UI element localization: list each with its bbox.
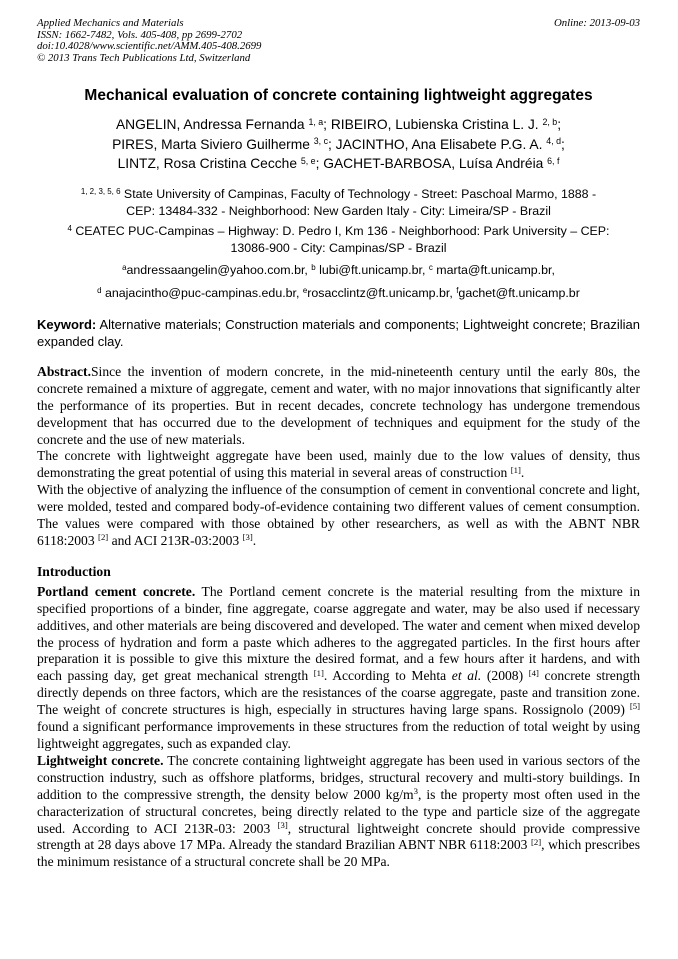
online-date: Online: 2013-09-03: [553, 17, 640, 29]
authors-block: [37, 115, 640, 174]
journal-header-left: [37, 18, 261, 64]
doi-line: doi:10.4028/www.scientific.net/AMM.405-408.2699: [37, 40, 262, 53]
portland-cement-paragraph: Portland cement concrete. The Portland cement concrete is the material resulting from the mixture in specified proportions of a binder, fine aggregate, coarse aggregate and water, may be also used if necessary additives, and other materials are being discovered and developed. The water and cement when mixed develop the process of hydration and form a paste which adheres to the aggregated particles. In the first hours after preparation it is possible to give this mixture the desired format, and a few hours after it hardens, and with each passing day, get great mechanical strength [1]. According to Mehta et al. (2008) [4] concrete strength directly depends on three factors, which are the resistances of the coarse aggregate, paste and transition zone. The weight of concrete structures is high, especially in structures having large spans. Rossignolo (2009) [5] found a significant performance improvements in these structures from the reduction of total weight by using lightweight aggregates, such as expanded clay.: [37, 583, 641, 751]
emails-line-2: $^d$ anajacintho@puc-campinas.edu.br, $^e$rosacclintz@ft.unicamp.br, $^f$gachet@ft.unicamp.br: [97, 285, 580, 300]
emails-line-1: $^a$andressaangelin@yahoo.com.br, $^b$ lubi@ft.unicamp.br, $^c$ marta@ft.unicamp.br,: [122, 262, 555, 277]
affiliation-1: $^{1, 2, 3, 5, 6}$ State University of Campinas, Faculty of Technology - Street: Paschoal Marmo, 1888 - CEP: 13484-332 - Neighborhood: New Garden Italy - City: Limeira/SP - Brazil: [80, 186, 597, 218]
lightweight-concrete-paragraph: Lightweight concrete. The concrete containing lightweight aggregate has been used in various sectors of the construction industry, such as offshore platforms, bridges, structural recovery and multi-story buildings. In addition to the compressive strength, the density below 2000 $kg/m^3$, is the property most often used in the characterization of structural concretes, being directly related to the type and particle size of the aggregate used. According to ACI 213R-03: 2003 [3], structural lightweight concrete should provide compressive strength at 28 days above 17 MPa. Already the standard Brazilian ABNT NBR 6118:2003 [2], which prescribes the minimum resistance of a structural concrete shall be 20 MPa.: [37, 752, 640, 870]
abstract-section: [37, 364, 640, 550]
abstract-paragraph-3: With the objective of analyzing the influence of the consumption of cement in conventional concrete and light, were molded, tested and compared body-of-evidence containing two different values of cement consumption. The values were compared with those obtained by other researchers, as well as with the ABNT NBR 6118:2003 [2] and ACI 213R-03:2003 [3].: [37, 482, 640, 548]
journal-header: [37, 18, 640, 64]
introduction-heading: Introduction: [37, 563, 111, 579]
authors-line-3: LINTZ, Rosa Cristina Cecche $^{5, e}$; GACHET-BARBOSA, Luísa Andréia $^{6, f}$: [117, 155, 560, 172]
authors-line-2: PIRES, Marta Siviero Guilherme $^{3, c}$; JACINTHO, Ana Elisabete P.G. A. $^{4, d}$;: [112, 136, 565, 152]
authors-line-1: ANGELIN, Andressa Fernanda $^{1, a}$; RIBEIRO, Lubienska Cristina L. J. $^{2, b}$;: [115, 116, 562, 133]
copyright-line: © 2013 Trans Tech Publications Ltd, Switzerland: [37, 51, 251, 64]
keywords-line: Keyword: Alternative materials; Construction materials and components; Lightweight concrete; Brazilian expanded clay.: [37, 316, 640, 349]
abstract-paragraph-1: Abstract.Since the invention of modern concrete, in the mid-nineteenth century until the early 80s, the concrete remained a mixture of aggregate, cement and water, with no major innovations that significantly alter the performance of its properties. But in recent decades, concrete technology has undergone tremendous development that has occurred due to the development of techniques and equipment for the study of the concrete and the use of new materials.: [37, 363, 640, 447]
issn-line: ISSN: 1662-7482, Vols. 405-408, pp 2699-2702: [37, 28, 243, 41]
paper-title: Mechanical evaluation of concrete containing lightweight aggregates: [84, 87, 593, 105]
journal-title: Applied Mechanics and Materials: [37, 17, 184, 29]
affiliation-2: $^4$ CEATEC PUC-Campinas – Highway: D. Pedro I, Km 136 - Neighborhood: Park University – CEP: 13086-900 - City: Campinas/SP - Brazil: [67, 223, 610, 255]
abstract-paragraph-2: The concrete with lightweight aggregate have been used, mainly due to the low values of density, thus demonstrating the great potential of using this material in several areas of construction [1].: [37, 448, 640, 481]
introduction-section: [37, 584, 640, 871]
